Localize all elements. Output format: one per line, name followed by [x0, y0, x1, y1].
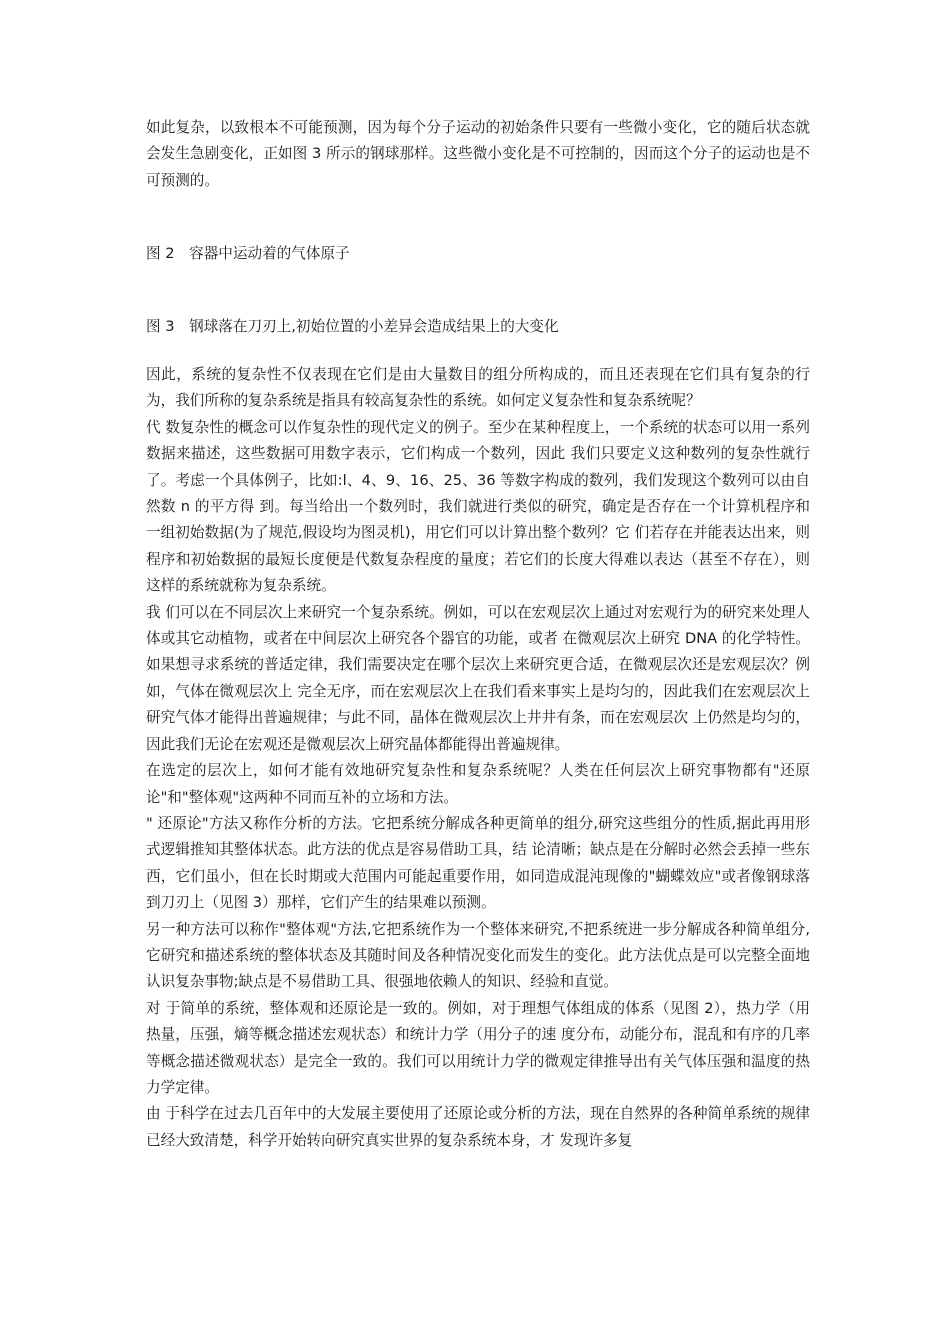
paragraph-methods: 在选定的层次上，如何才能有效地研究复杂性和复杂系统呢？人类在任何层次上研究事物都有"还原论"和"整体观"这两种不同而互补的立场和方法。	[146, 762, 810, 806]
paragraph-simple-systems: 对 于简单的系统，整体观和还原论是一致的。例如，对于理想气体组成的体系（见图 2），热力学（用热量，压强，熵等概念描述宏观状态）和统计力学（用分子的速 度分布，动能分布，混乱和有序的几率等概念描述微观状态）是完全一致的。我们可以用统计力学的微观定律推导出有关气体压强和温度的热力学定律。	[146, 999, 810, 1096]
figure-3-caption: 图 3 钢球落在刀刃上,初始位置的小差异会造成结果上的大变化	[146, 318, 559, 335]
body-text	[146, 362, 810, 1154]
paragraph-science-history: 由 于科学在过去几百年中的大发展主要使用了还原论或分析的方法，现在自然界的各种简单系统的规律已经大致清楚，科学开始转向研究真实世界的复杂系统本身，才 发现许多复	[146, 1105, 810, 1149]
figure-2-caption: 图 2 容器中运动着的气体原子	[146, 245, 350, 262]
paragraph-holism: 另一种方法可以称作"整体观"方法,它把系统作为一个整体来研究,不把系统进一步分解成各种简单组分,它研究和描述系统的整体状态及其随时间及各种情况变化而发生的变化。此方法优点是可以完整全面地认识复杂事物;缺点是不易借助工具、很强地依赖人的知识、经验和直觉。	[146, 920, 810, 991]
paragraph-reductionism: " 还原论"方法又称作分析的方法。它把系统分解成各种更简单的组分,研究这些组分的性质,据此再用形式逻辑推知其整体状态。此方法的优点是容易借助工具，结 论清晰；缺点是在分解时必然会丢掉一些东西，它们虽小，但在长时期或大范围内可能起重要作用，如同造成混沌现像的"蝴蝶效应"或者像钢球落到刀刃上（见图 3）那样，它们产生的结果难以预测。	[146, 814, 810, 912]
paragraph-levels: 我 们可以在不同层次上来研究一个复杂系统。例如，可以在宏观层次上通过对宏观行为的研究来处理人体或其它动植物，或者在中间层次上研究各个器官的功能，或者 在微观层次上研究 DNA 的化学特性。如果想寻求系统的普适定律，我们需要决定在哪个层次上来研究更合适，在微观层次还是宏观层次？例如，气体在微观层次上 完全无序，而在宏观层次上在我们看来事实上是均匀的，因此我们在宏观层次上研究气体才能得出普遍规律；与此不同，晶体在微观层次上井井有条，而在宏观层次 上仍然是均匀的，因此我们无论在宏观还是微观层次上研究晶体都能得出普遍规律。	[146, 603, 810, 753]
intro-paragraph: 如此复杂，以致根本不可能预测，因为每个分子运动的初始条件只要有一些微小变化，它的随后状态就会发生急剧变化，正如图 3 所示的钢球那样。这些微小变化是不可控制的，因而这个分子的运动也是不可预测的。	[146, 119, 810, 189]
paragraph-algebraic-complexity: 代 数复杂性的概念可以作复杂性的现代定义的例子。至少在某种程度上，一个系统的状态可以用一系列数据来描述，这些数据可用数字表示，它们构成一个数列，因此 我们只要定义这种数列的复杂性就行了。考虑一个具体例子，比如:l、4、9、16、25、36 等数字构成的数列，我们发现这个数列可以由自然数 n 的平方得 到。每当给出一个数列时，我们就进行类似的研究，确定是否存在一个计算机程序和一组初始数据(为了规范,假设均为图灵机)，用它们可以计算出整个数列？它 们若存在并能表达出来，则程序和初始数据的最短长度便是代数复杂程度的量度；若它们的长度大得难以表达（甚至不存在），则这样的系统就称为复杂系统。	[146, 418, 810, 595]
paragraph-complexity-definition: 因此，系统的复杂性不仅表现在它们是由大量数目的组分所构成的，而且还表现在它们具有复杂的行为，我们所称的复杂系统是指具有较高复杂性的系统。如何定义复杂性和复杂系统呢？	[146, 366, 810, 410]
